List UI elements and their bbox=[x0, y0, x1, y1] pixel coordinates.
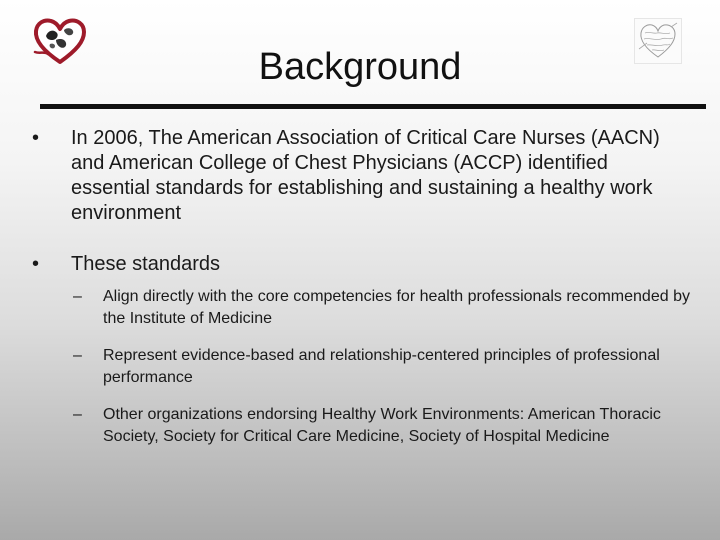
bullet-item bbox=[30, 252, 690, 277]
bullet-text: In 2006, The American Association of Critical Care Nurses (AACN) and American College of Chest Physicians (ACCP) identified essential standards for establishing and sustaining a healthy work environment bbox=[71, 127, 660, 224]
sub-bullet-item bbox=[70, 286, 690, 330]
sub-bullet-marker: – bbox=[73, 288, 82, 305]
sub-bullet-text: Align directly with the core competencies for health professionals recommended by the Institute of Medicine bbox=[103, 288, 690, 327]
title-divider bbox=[40, 104, 706, 109]
sub-bullet-text: Other organizations endorsing Healthy Work Environments: American Thoracic Society, Society for Critical Care Medicine, Society of Hospital Medicine bbox=[103, 406, 661, 445]
slide-content bbox=[30, 126, 690, 463]
sub-bullet-marker: – bbox=[73, 347, 82, 364]
slide-title: Background bbox=[258, 46, 462, 88]
sub-bullet-item bbox=[70, 404, 690, 448]
bullet-text: These standards bbox=[71, 253, 220, 275]
sub-bullet-list bbox=[30, 286, 690, 448]
sub-bullet-marker: – bbox=[73, 406, 82, 423]
bullet-item bbox=[30, 126, 690, 226]
bullet-marker: • bbox=[32, 127, 40, 149]
sub-bullet-text: Represent evidence-based and relationship-centered principles of professional performance bbox=[103, 347, 660, 386]
sub-bullet-item bbox=[70, 345, 690, 389]
bullet-marker: • bbox=[32, 253, 40, 275]
